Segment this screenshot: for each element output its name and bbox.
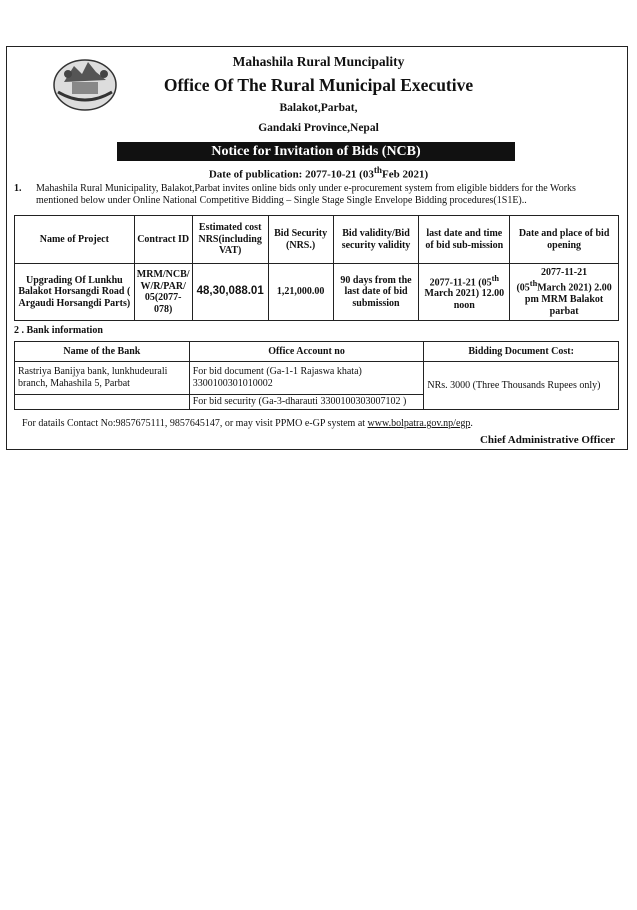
last-date-a: 2077-11-21 (05 — [429, 276, 492, 288]
last-date-b: March 2021) 12.00 noon — [424, 288, 505, 311]
invitation-paragraph — [14, 183, 618, 207]
col-header-contract-id: Contract ID — [134, 216, 192, 264]
egp-link[interactable]: www.bolpatra.gov.np/egp — [367, 418, 471, 429]
cell-contract-id: MRM/NCB/ W/R/PAR/ 05(2077-078) — [134, 264, 192, 321]
col-header-validity: Bid validity/Bid security validity — [333, 216, 419, 264]
bank-table-header-row — [15, 342, 619, 362]
col-header-bid-security: Bid Security (NRS.) — [268, 216, 333, 264]
col-header-doc-cost: Bidding Document Cost: — [424, 342, 619, 362]
opening-b: (05 — [516, 282, 530, 294]
paragraph-number: 1. — [14, 183, 22, 194]
bids-table — [14, 215, 619, 321]
signature-title: Chief Administrative Officer — [479, 434, 615, 446]
cell-validity: 90 days from the last date of bid submission — [333, 264, 419, 321]
notice-title-banner: Notice for Invitation of Bids (NCB) — [117, 142, 515, 161]
publication-date-label: Date of publication: 2077-10-21 (03 — [208, 168, 374, 181]
cell-account-doc: For bid document (Ga-1-1 Rajaswa khata) 3300100301010002 — [189, 362, 424, 395]
bank-table — [14, 341, 619, 410]
last-date-sup: th — [491, 273, 499, 283]
publication-date-tail: Feb 2021) — [382, 168, 429, 181]
col-header-last-date: last date and time of bid sub-mission — [419, 216, 510, 264]
paragraph-text: Mahashila Rural Municipality, Balakot,Parbat invites online bids only under e-procurement system from eligible bidders for the Works mentioned below under Online National Competitive Bidding – Single Stage Single Envelope Bidding procedures(1S1E).. — [36, 183, 576, 206]
cell-last-date — [419, 264, 510, 321]
office-title: Office Of The Rural Municipal Executive — [163, 75, 474, 95]
col-header-estimated-cost: Estimated cost NRS(including VAT) — [192, 216, 268, 264]
cell-project: Upgrading Of Lunkhu Balakot Horsangdi Road ( Argaudi Horsangdi Parts) — [15, 264, 135, 321]
opening-c: March 2021) 2.00 pm MRM Balakot parbat — [524, 282, 612, 317]
address-line-2: Gandaki Province,Nepal — [258, 122, 379, 134]
cell-bid-security: 1,21,000.00 — [268, 264, 333, 321]
cell-estimated-cost: 48,30,088.01 — [192, 264, 268, 321]
publication-date-sup: th — [373, 165, 382, 175]
contact-line — [22, 418, 473, 429]
opening-a: 2077-11-21 — [541, 266, 588, 278]
cell-bank-name: Rastriya Banijya bank, lunkhudeurali branch, Mahashila 5, Parbat — [15, 362, 190, 395]
cell-doc-cost: NRs. 3000 (Three Thousands Rupees only) — [424, 362, 619, 410]
section-bank-title: 2 . Bank information — [14, 325, 103, 336]
col-header-account: Office Account no — [189, 342, 424, 362]
col-header-project: Name of Project — [15, 216, 135, 264]
col-header-opening: Date and place of bid opening — [510, 216, 619, 264]
table-row — [15, 362, 619, 395]
bids-table-header-row — [15, 216, 619, 264]
publication-date — [0, 165, 637, 181]
cell-account-security: For bid security (Ga-3-dharauti 3300100303007102 ) — [189, 395, 424, 410]
opening-sup: th — [529, 279, 538, 289]
contact-end: . — [470, 418, 473, 429]
table-row — [15, 264, 619, 321]
col-header-bank: Name of the Bank — [15, 342, 190, 362]
cell-bank-empty — [15, 395, 190, 410]
municipality-name: Mahashila Rural Muncipality — [232, 54, 405, 69]
contact-text: For datails Contact No:9857675111, 9857645147, or may visit PPMO e-GP system at — [22, 418, 368, 429]
cell-opening — [510, 264, 619, 321]
address-line-1: Balakot,Parbat, — [279, 102, 358, 114]
